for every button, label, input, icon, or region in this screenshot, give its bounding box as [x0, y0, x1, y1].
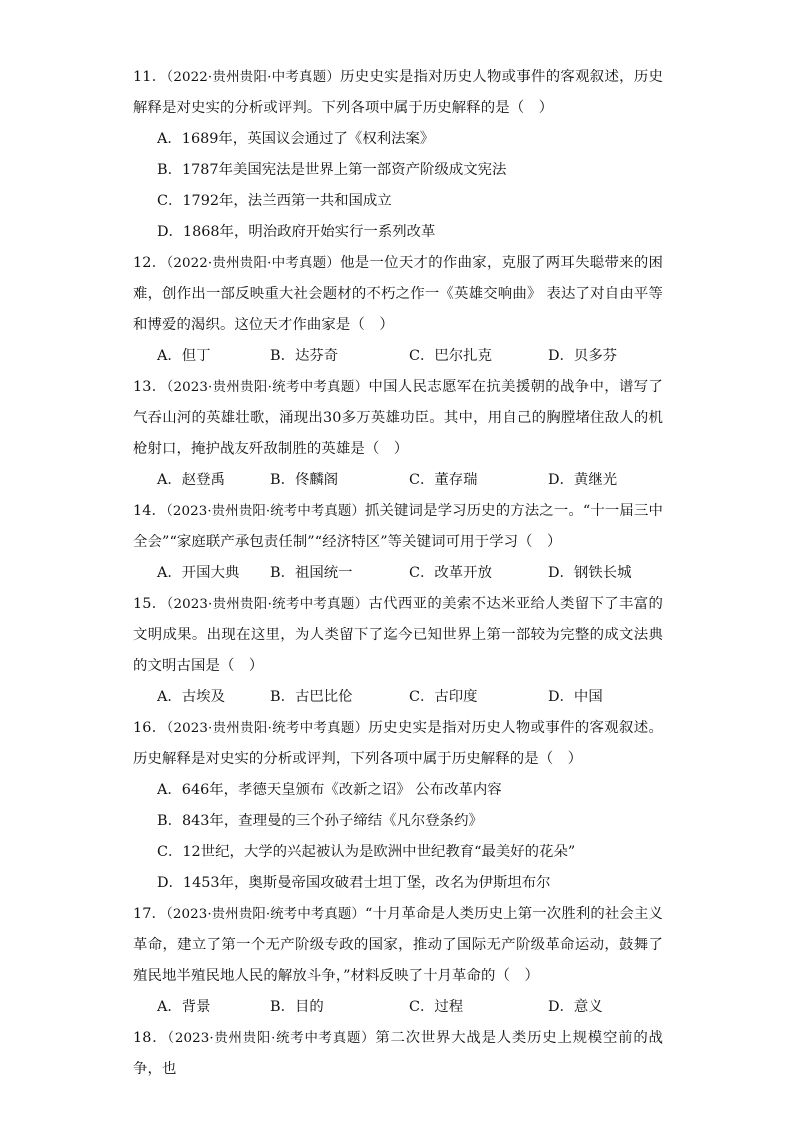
option-a: A．但丁	[157, 348, 211, 364]
question-source: （2022·贵州贵阳·中考真题）	[166, 256, 341, 271]
option-d: D．中国	[548, 689, 603, 705]
question-text: “十月革命是人类历史上第一次胜利的社会主义革命，建立了第一个无产阶级专政的国家，推动了国际无产阶级革命运动，鼓舞了殖民地半殖民地人民的解放斗争，”材料反映了十月革命的（ ）	[133, 906, 663, 984]
option-d: D．贝多芬	[548, 348, 618, 364]
question-source: （2023·贵州贵阳·统考中考真题）	[166, 380, 369, 395]
option-b: B．佟麟阁	[270, 472, 339, 488]
option-b: B．祖国统一	[270, 565, 353, 581]
question-source: （2023·贵州贵阳·统考中考真题）	[166, 504, 365, 519]
option-a: A．赵登禹	[157, 472, 225, 488]
question-stem	[133, 589, 663, 682]
option-b: B．843年，查理曼的三个孙子缔结《凡尔登条约》	[157, 813, 483, 829]
question-number: 18．	[133, 1030, 168, 1046]
question-13	[133, 372, 663, 496]
question-number: 13．	[133, 379, 167, 395]
question-number: 16．	[133, 720, 167, 736]
question-text: 历史史实是指对历史人物或事件的客观叙述。历史解释是对史实的分析或评判，下列各项中属于历史解释的是（ ）	[133, 720, 663, 767]
option-c: C．巴尔扎克	[409, 348, 492, 364]
option-row	[133, 682, 663, 713]
question-number: 17．	[133, 906, 167, 922]
question-text: 中国人民志愿军在抗美援朝的战争中，谱写了气吞山河的英雄壮歌，涌现出30多万英雄功臣。其中，用自己的胸膛堵住敌人的机枪射口，掩护战友歼敌制胜的英雄是（ ）	[133, 379, 663, 457]
option-b: B．目的	[270, 999, 324, 1015]
option-c: C．1792年，法兰西第一共和国成立	[157, 193, 392, 209]
question-text: 抓关键词是学习历史的方法之一。“十一届三中全会”“家庭联产承包责任制”“经济特区”等关键词可用于学习（ ）	[133, 503, 663, 550]
option-b: B．达芬奇	[270, 348, 339, 364]
option-c: C．改革开放	[409, 565, 492, 581]
question-text: 第二次世界大战是人类历史上规模空前的战争，也	[133, 1030, 663, 1077]
question-stem	[133, 496, 663, 558]
option-b: B．1787年美国宪法是世界上第一部资产阶级成文宪法	[157, 162, 507, 178]
question-number: 14．	[133, 503, 167, 519]
question-number: 12．	[133, 255, 167, 271]
option-row	[133, 558, 663, 589]
question-source: （2022·贵州贵阳·中考真题）	[166, 70, 341, 85]
question-list	[133, 62, 663, 1085]
option-row	[133, 992, 663, 1023]
option-b: B．古巴比伦	[270, 689, 353, 705]
question-16	[133, 713, 663, 899]
question-12	[133, 248, 663, 372]
question-source: （2023·贵州贵阳·统考中考真题）	[167, 1031, 376, 1046]
option-d: D．1868年，明治政府开始实行一系列改革	[157, 224, 436, 240]
option-a: A．开国大典	[157, 565, 240, 581]
option-a: A．古埃及	[157, 689, 225, 705]
option-a: A．1689年，英国议会通过了《权利法案》	[157, 131, 435, 147]
question-stem	[133, 713, 663, 775]
question-source: （2023·贵州贵阳·统考中考真题）	[166, 907, 365, 922]
question-stem	[133, 248, 663, 341]
question-17	[133, 899, 663, 1023]
option-c: C．古印度	[409, 689, 478, 705]
question-text: 历史史实是指对历史人物或事件的客观叙述，历史解释是对史实的分析或评判。下列各项中属于历史解释的是（ ）	[133, 69, 663, 116]
question-source: （2023·贵州贵阳·统考中考真题）	[166, 597, 369, 612]
option-d: D．黄继光	[548, 472, 618, 488]
question-11	[133, 62, 663, 248]
question-18	[133, 1023, 663, 1085]
option-c: C．过程	[409, 999, 464, 1015]
question-source: （2023·贵州贵阳·统考中考真题）	[166, 721, 369, 736]
option-c: C．董存瑞	[409, 472, 478, 488]
option-row	[133, 465, 663, 496]
option-c: C．12世纪，大学的兴起被认为是欧洲中世纪教育“最美好的花朵”	[157, 844, 576, 860]
option-d: D．钢铁长城	[548, 565, 632, 581]
option-d: D．意义	[548, 999, 603, 1015]
question-stem	[133, 62, 663, 124]
question-14	[133, 496, 663, 589]
question-stem	[133, 899, 663, 992]
option-a: A．646年，孝德天皇颁布《改新之诏》 公布改革内容	[157, 782, 502, 798]
question-number: 15．	[133, 596, 167, 612]
question-text: 他是一位天才的作曲家，克服了两耳失聪带来的困难，创作出一部反映重大社会题材的不朽之作一《英雄交响曲》 表达了对自由平等和博爱的渴织。这位天才作曲家是（ ）	[133, 255, 663, 333]
question-stem	[133, 1023, 663, 1085]
question-15	[133, 589, 663, 713]
option-row	[133, 341, 663, 372]
option-a: A．背景	[157, 999, 211, 1015]
question-number: 11．	[133, 69, 167, 85]
question-stem	[133, 372, 663, 465]
option-d: D．1453年，奥斯曼帝国攻破君士坦丁堡，改名为伊斯坦布尔	[157, 875, 551, 891]
question-text: 古代西亚的美索不达米亚给人类留下了丰富的文明成果。出现在这里，为人类留下了迄今已知世界上第一部较为完整的成文法典的文明古国是（ ）	[133, 596, 663, 674]
